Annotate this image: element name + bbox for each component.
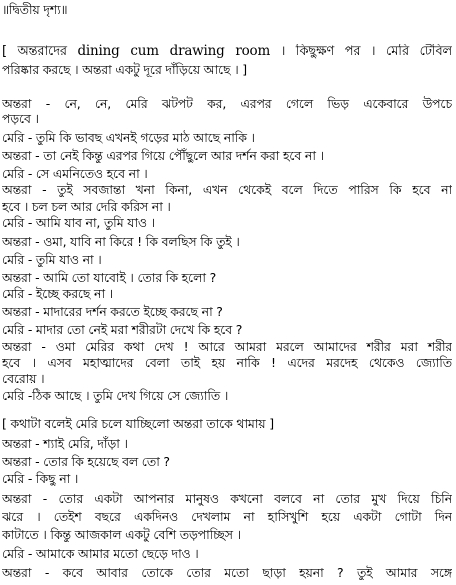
dialogue-line: মেরি - আমাকে আমার মতো ছেড়ে দাও ।	[2, 546, 199, 561]
stage-direction-line: [ অন্তরাদের dining cum drawing room । কিছুক্ষণ পর । মেরি টেবিল	[2, 44, 452, 59]
dialogue-line: হবে । চল চল আর দেরি করিস না ।	[2, 199, 171, 214]
stage-direction-line: [ কথাটা বলেই মেরি চলে যাচ্ছিলো অন্তরা তাকে থামায় ]	[2, 416, 274, 431]
dialogue-line: অন্তরা - আমি তো যাবোই । তোর কি হলো ?	[2, 270, 217, 285]
dialogue-line: অন্তরা - তুই সবজান্তা খনা কিনা, এখন থেকেই বলে দিতে পারিস কি হবে না	[2, 182, 452, 197]
dialogue-line: অন্তরা - তা নেই কিন্তু এরপর গিয়ে পৌঁছুলে আর দর্শন করা হবে না ।	[2, 148, 324, 163]
stage-direction-line: পরিষ্কার করছে । অন্তরা একটু দূরে দাঁড়িয়ে আছে । ]	[2, 62, 247, 77]
dialogue-line: মেরি - সে এমনিতেও হবে না ।	[2, 166, 148, 181]
dialogue-line: হবে । এসব মহাত্মাদের বেলা তাই হয় নাকি ! এদের মরদেহ থেকেও জ্যোতি	[2, 355, 452, 370]
dialogue-line: মেরি - কিছু না ।	[2, 471, 79, 486]
dialogue-line: অন্তরা - তোর কি হয়েছে বল তো ?	[2, 454, 170, 469]
scene-heading: ॥দ্বিতীয় দৃশ্য॥	[2, 2, 68, 17]
dialogue-line: অন্তরা - নে, নে, মেরি ঝটপট কর, এরপর গেলে ভিড় একেবারে উপচে	[2, 96, 452, 111]
dialogue-line: পড়বে ।	[2, 111, 39, 126]
dialogue-line: অন্তরা - কবে আবার তোকে তোর মতো ছাড়া হয়না ? তুই আমার সঙ্গে	[2, 565, 452, 580]
dialogue-line: অন্তরা - তোর একটা আপনার মানুষও কখনো বলবে না তোর মুখ দিয়ে চিনি	[2, 491, 452, 506]
dialogue-line: অন্তরা - মাদারের দর্শন করতে ইচ্ছে করছে না ?	[2, 304, 223, 319]
dialogue-line: মেরি -ঠিক আছে । তুমি দেখ গিয়ে সে জ্যোতি ।	[2, 388, 229, 403]
dialogue-line: মেরি - আমি যাব না, তুমি যাও ।	[2, 215, 155, 230]
dialogue-line: মেরি - ইচ্ছে করছে না ।	[2, 286, 113, 301]
dialogue-line: ঝরে । তেইশ বছরে একদিনও দেখলাম না হাসিখুশি হয়ে একটা গোটা দিন	[2, 509, 452, 524]
dialogue-line: অন্তরা - শ্যাই মেরি, দাঁড়া ।	[2, 436, 128, 451]
dialogue-line: বেরোয় ।	[2, 371, 45, 386]
dialogue-line: অন্তরা - ওমা, যাবি না কিরে ! কি বলছিস কি তুই ।	[2, 234, 240, 249]
dialogue-line: অন্তরা - ওমা মেরির কথা দেখ ! আরে আমরা মরলে আমাদের শরীর মরা শরীর	[2, 339, 452, 354]
dialogue-line: কাটাতে । কিন্তু আজকাল একটু বেশি তড়পাচ্ছিস ।	[2, 527, 241, 542]
dialogue-line: মেরি - মাদার তো নেই মরা শরীরটা দেখে কি হবে ?	[2, 322, 243, 337]
dialogue-line: মেরি - তুমি যাও না ।	[2, 252, 102, 267]
dialogue-line: মেরি - তুমি কি ভাবছ এখনই গড়ের মাঠ আছে নাকি ।	[2, 130, 255, 145]
